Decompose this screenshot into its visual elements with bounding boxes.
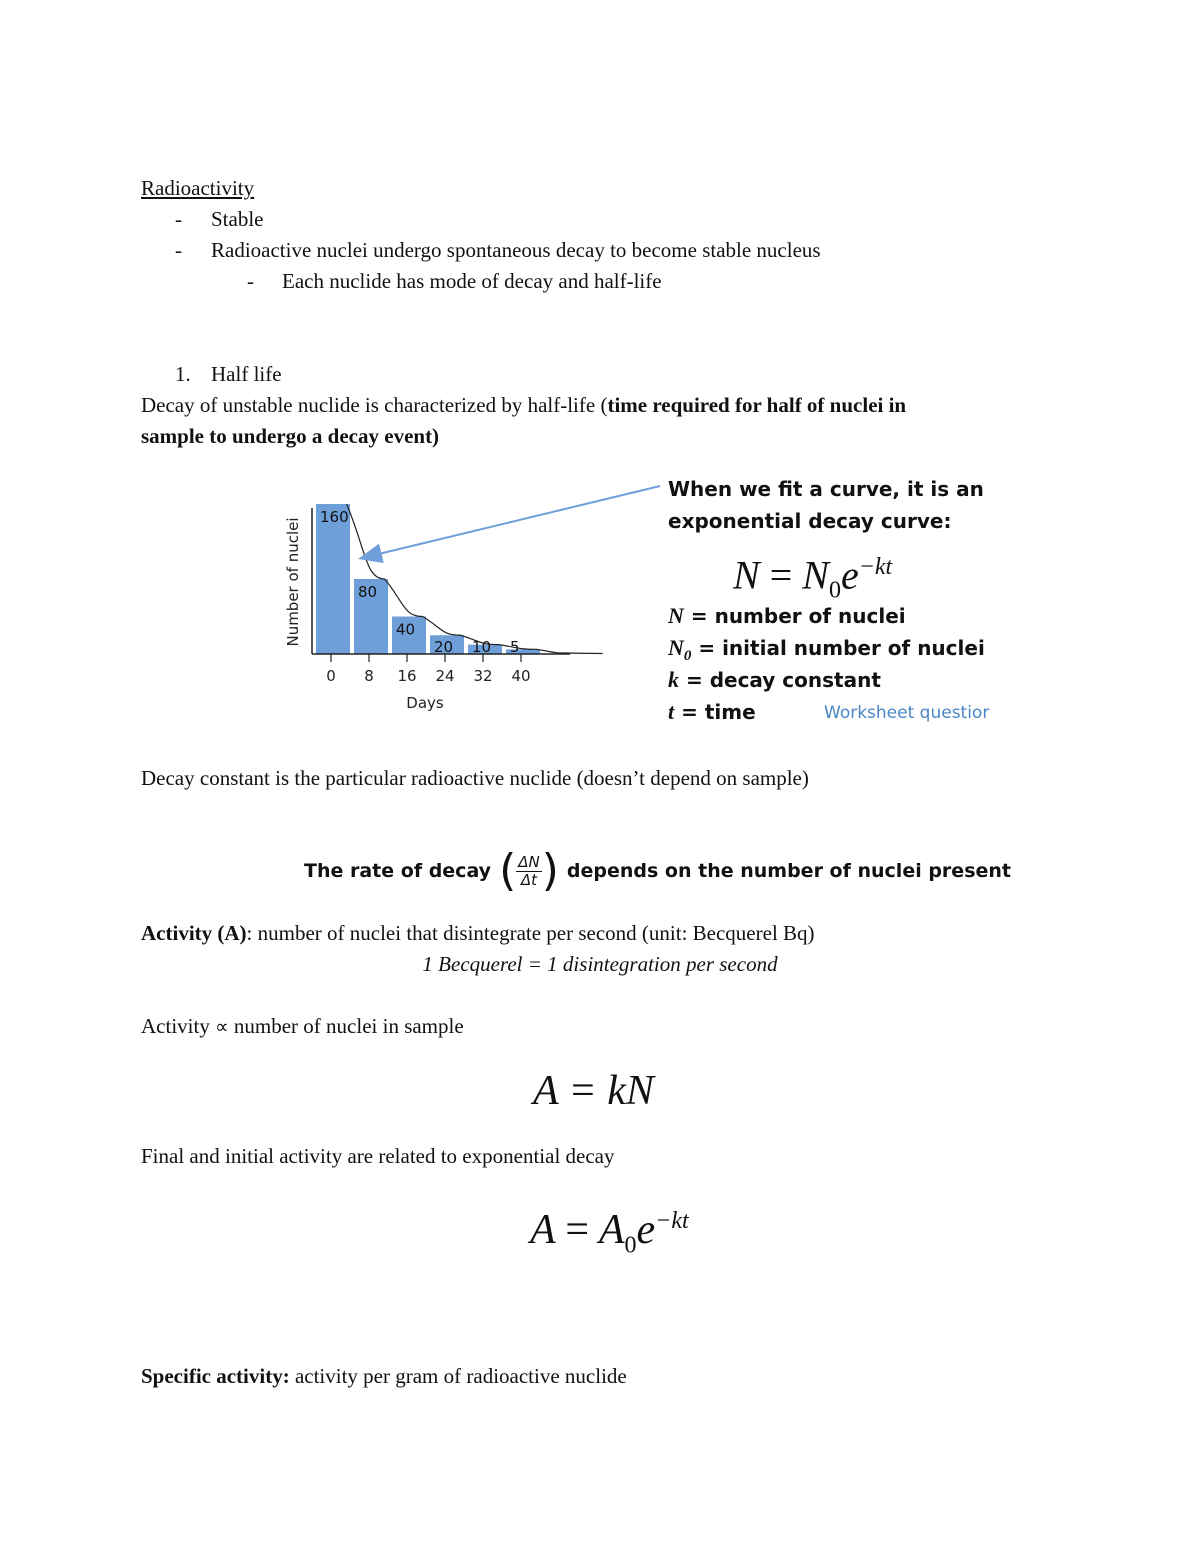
worksheet-note: Worksheet questior [824, 703, 990, 723]
bullet-text-radioactive: Radioactive nuclei undergo spontaneous decay to become stable nucleus [211, 238, 821, 262]
activity-formula: A = kN [533, 1068, 654, 1114]
x-axis-label: Days [406, 694, 444, 712]
legend-item: N = number of nuclei [668, 603, 906, 628]
formula-exp: −kt [858, 554, 893, 580]
legend-item: k = decay constant [668, 667, 881, 692]
bar-value-label: 80 [358, 583, 378, 601]
bar-value-label: 40 [396, 620, 416, 639]
specific-activity-line [141, 1363, 627, 1389]
formula2-exp: −kt [655, 1208, 689, 1234]
proportional-symbol: ∝ [215, 1016, 229, 1038]
sub-bullet-text: Each nuclide has mode of decay and half-life [282, 269, 662, 293]
rate-fraction: ( $\frac{\Delta N}{\Delta t}$ ) [499, 845, 559, 896]
specific-activity-text: activity per gram of radioactive nuclide [289, 1364, 627, 1388]
list-heading-half-life: Half life [211, 362, 282, 386]
y-axis-label: Number of nuclei [284, 517, 302, 647]
rate-of-decay-line [304, 846, 1011, 896]
bar-value-label: 10 [472, 638, 492, 656]
rate-prefix: The rate of decay [304, 860, 492, 882]
x-tick-label: 24 [435, 667, 455, 685]
list-number: 1. [175, 362, 191, 386]
formula2-base: A [598, 1207, 625, 1253]
formula2-e: e [636, 1207, 656, 1253]
formula-base: N [802, 552, 829, 598]
formula2-sub: 0 [624, 1232, 637, 1259]
annotation-arrow [362, 486, 660, 558]
fraction-numerator: ΔN [518, 852, 540, 871]
x-tick-label: 0 [326, 667, 336, 685]
x-tick-label: 16 [397, 667, 417, 685]
bar-value-label: 160 [320, 508, 349, 526]
annotation-line1: When we fit a curve, it is an [668, 477, 984, 501]
activity-definition [141, 920, 815, 946]
prop-left: Activity [141, 1014, 210, 1038]
half-life-bold-1: time required for half of nuclei in [607, 393, 907, 417]
bullet-text-stable: Stable [211, 207, 264, 231]
rate-suffix: depends on the number of nuclei present [566, 860, 1011, 882]
sub-bullet-marker: - [247, 269, 254, 293]
bullet-marker: - [175, 207, 182, 231]
fraction-denominator: Δt [520, 870, 538, 889]
formula-sub: 0 [828, 577, 841, 604]
decay-constant-text: Decay constant is the particular radioactive nuclide (doesn’t depend on sample) [141, 766, 809, 790]
formula-equals: = [769, 552, 793, 598]
half-life-prefix: Decay of unstable nuclide is characterized by half-life ( [141, 393, 608, 417]
bar-0 [316, 504, 350, 654]
x-tick-label: 32 [473, 667, 493, 685]
activity-term: Activity (A) [141, 921, 247, 945]
proportional-line [141, 1013, 464, 1040]
prop-right: number of nuclei in sample [233, 1014, 464, 1038]
legend-item: $N_0$ = initial number of nuclei [668, 635, 985, 664]
activity-text: : number of nuclei that disintegrate per second (unit: Becquerel Bq) [246, 921, 815, 945]
decay-bar-chart [250, 470, 670, 720]
formula2-lhs: A [530, 1207, 555, 1253]
specific-activity-term: Specific activity: [141, 1364, 290, 1388]
final-initial-text: Final and initial activity are related to exponential decay [141, 1144, 615, 1168]
half-life-bold-2: sample to undergo a decay event) [141, 424, 440, 448]
bar-value-label: 20 [434, 638, 454, 656]
legend-item: t = time [668, 699, 756, 724]
x-tick-label: 40 [511, 667, 531, 685]
activity-decay-formula [530, 1196, 689, 1270]
bar-value-label: 5 [510, 638, 520, 656]
formula2-equals: = [565, 1207, 590, 1253]
formula-e: e [840, 552, 859, 598]
annotation-line2: exponential decay curve: [668, 509, 952, 533]
section-title: Radioactivity [141, 176, 255, 200]
x-tick-label: 8 [364, 667, 374, 685]
becquerel-definition: 1 Becquerel = 1 disintegration per second [422, 952, 778, 976]
formula-lhs: N [733, 552, 760, 598]
bullet-marker: - [175, 238, 182, 262]
half-life-definition-line1 [141, 392, 906, 418]
